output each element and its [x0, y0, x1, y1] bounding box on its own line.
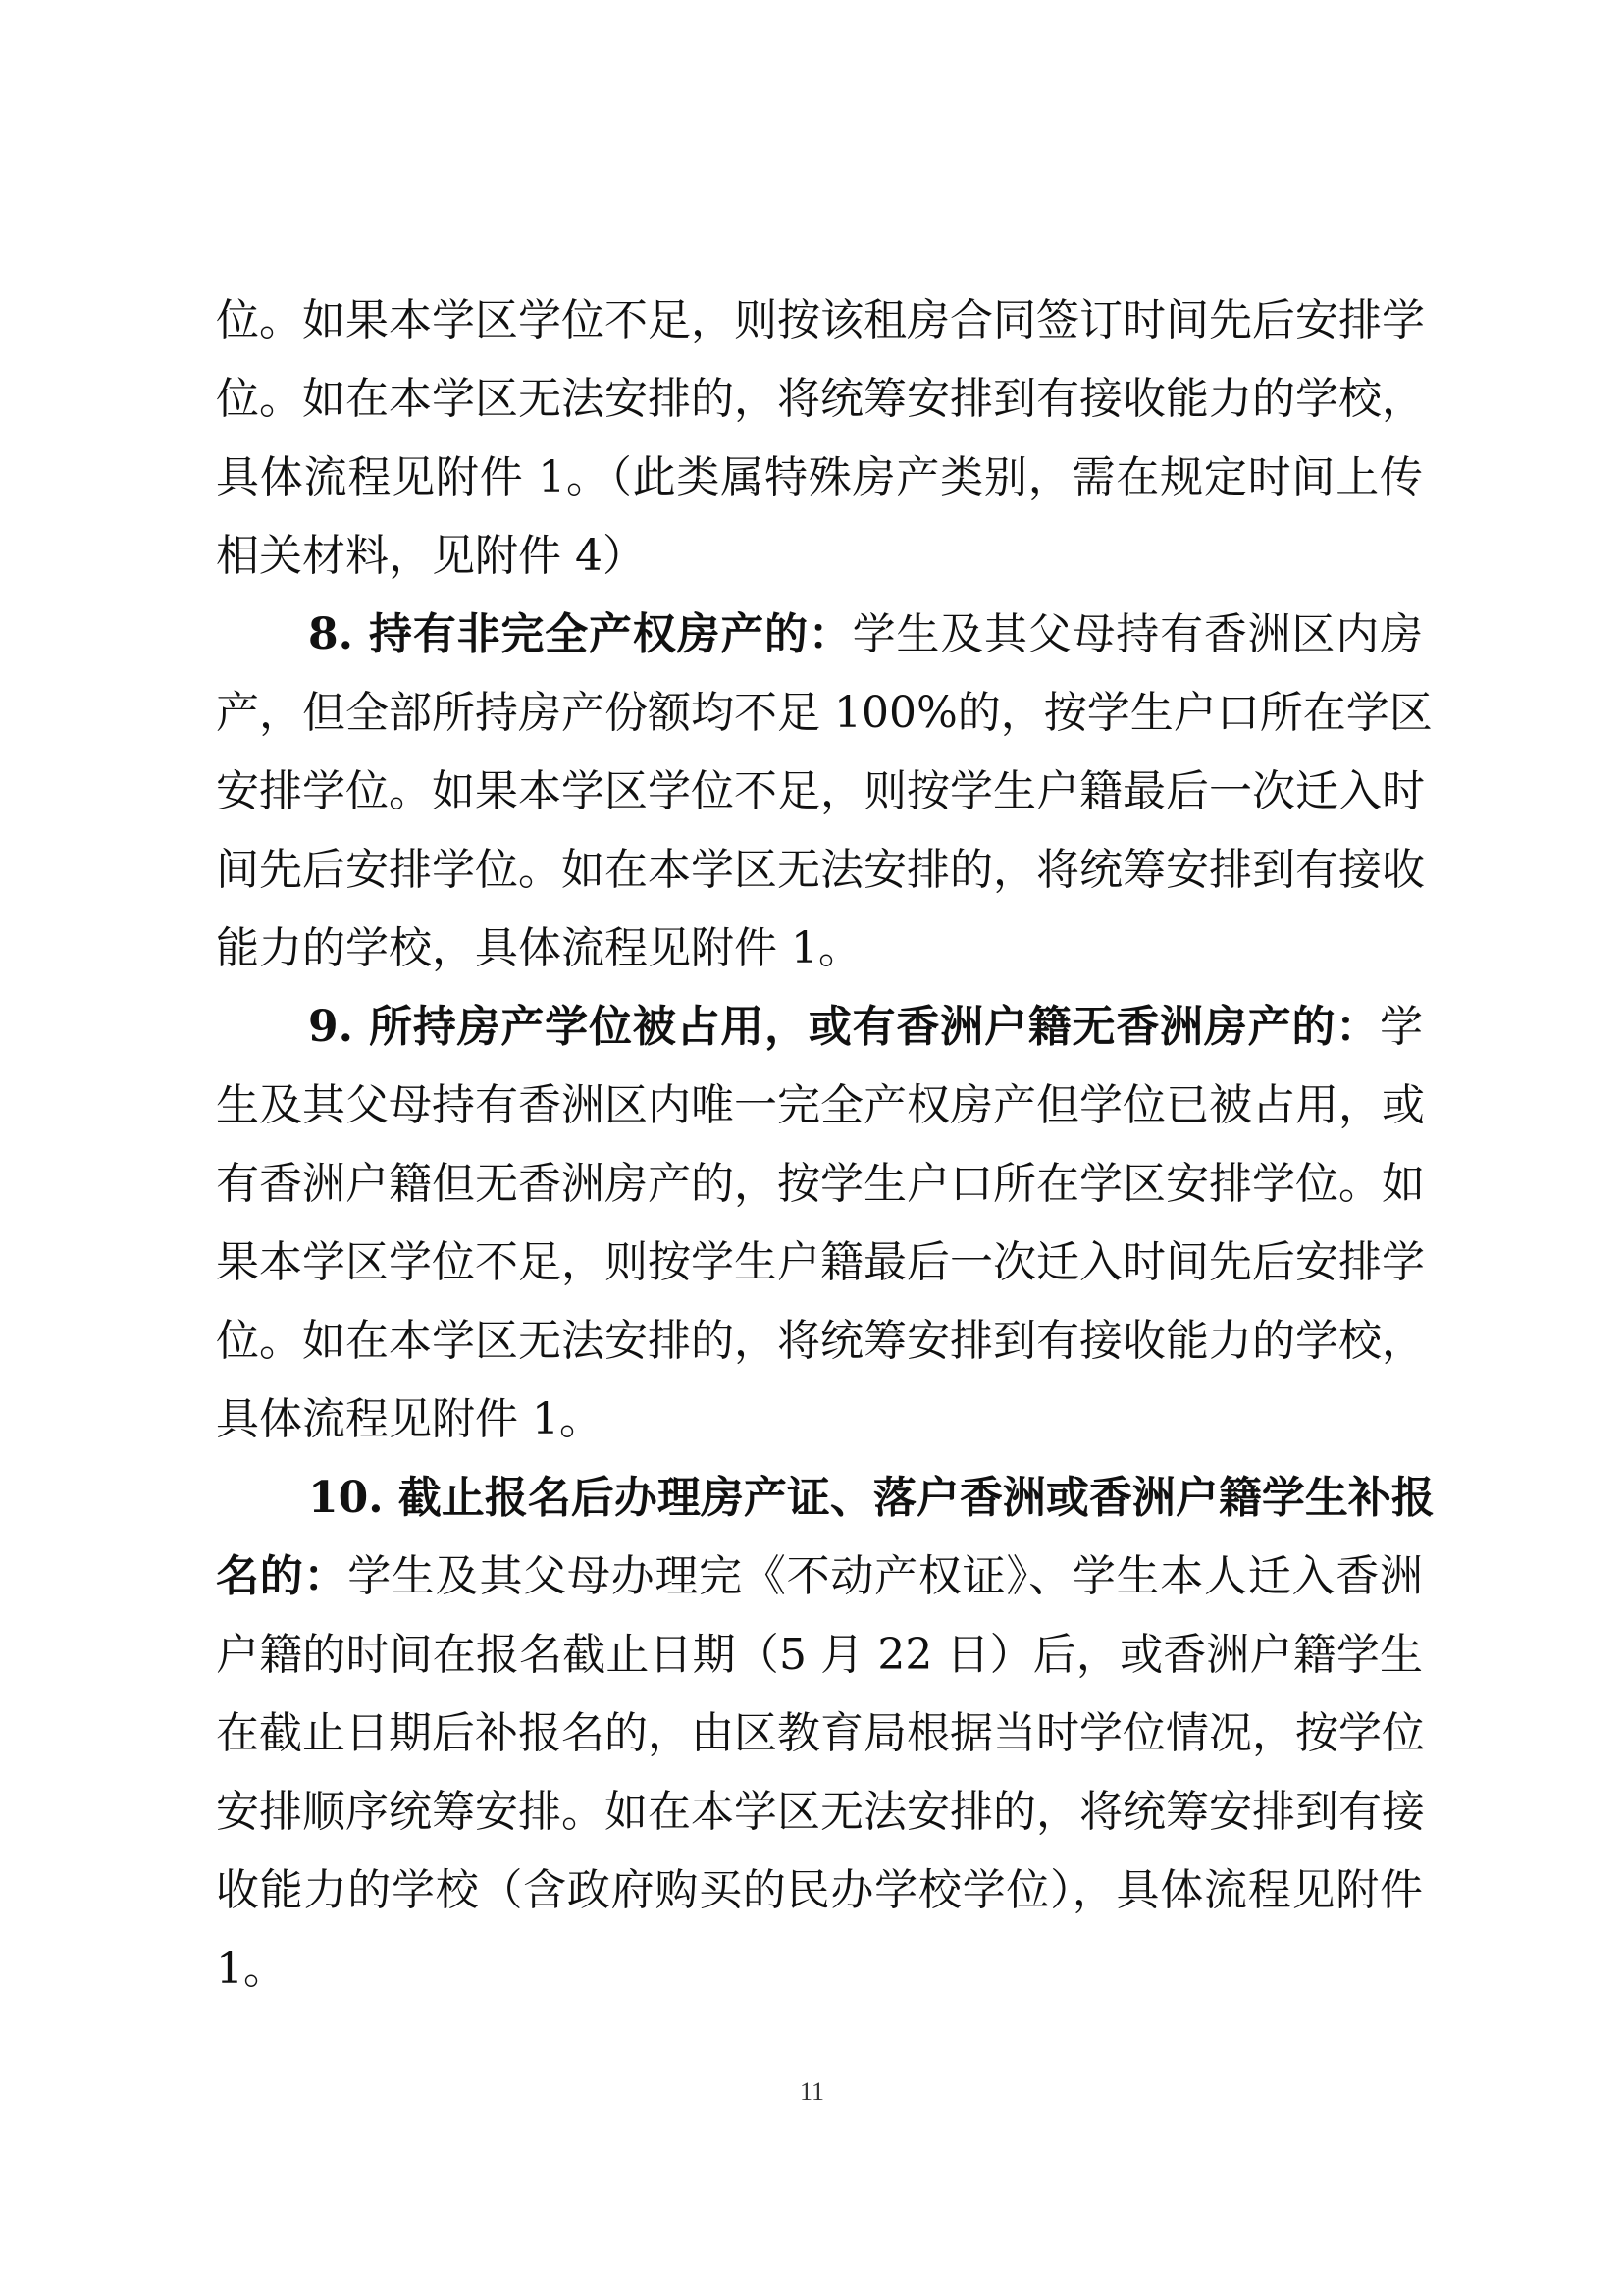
paragraph-7-line-4: 相关材料，见附件 4）	[216, 531, 646, 581]
item-10-heading-line-1: 10. 截止报名后办理房产证、落户香洲或香洲户籍学生补报	[308, 1473, 1435, 1523]
paragraph-8-line-1	[308, 596, 1423, 674]
paragraph-10-line-2-text: 学生及其父母办理完《不动产权证》、学生本人迁入香洲	[347, 1551, 1424, 1601]
paragraph-10-line-4: 在截止日期后补报名的，由区教育局根据当时学位情况，按学位	[216, 1708, 1425, 1758]
paragraph-9-line-5: 位。如在本学区无法安排的，将统筹安排到有接收能力的学校，	[216, 1316, 1425, 1366]
paragraph-7-line-2: 位。如在本学区无法安排的，将统筹安排到有接收能力的学校，	[216, 374, 1425, 424]
item-10-heading-line-2: 名的：	[216, 1551, 348, 1601]
item-8-heading: 8. 持有非完全产权房产的：	[308, 609, 853, 659]
paragraph-9-line-6: 具体流程见附件 1。	[216, 1394, 602, 1444]
paragraph-9-line-1	[308, 988, 1423, 1067]
paragraph-10-line-6: 收能力的学校（含政府购买的民办学校学位），具体流程见附件	[216, 1865, 1423, 1915]
paragraph-10-line-3: 户籍的时间在报名截止日期（5 月 22 日）后，或香洲户籍学生	[216, 1630, 1423, 1680]
paragraph-9-line-1-text: 学	[1380, 1002, 1423, 1052]
paragraph-8-line-4: 间先后安排学位。如在本学区无法安排的，将统筹安排到有接收	[216, 845, 1425, 895]
item-9-heading: 9. 所持房产学位被占用，或有香洲户籍无香洲房产的：	[308, 1002, 1380, 1052]
paragraph-8-line-2: 产，但全部所持房产份额均不足 100%的，按学生户口所在学区	[216, 688, 1433, 738]
paragraph-10-line-7: 1。	[216, 1944, 287, 1994]
paragraph-7-line-1: 位。如果本学区学位不足，则按该租房合同签订时间先后安排学	[216, 295, 1425, 345]
paragraph-8-line-1-text: 学生及其父母持有香洲区内房	[852, 609, 1423, 659]
paragraph-9-line-4: 果本学区学位不足，则按学生户籍最后一次迁入时间先后安排学	[216, 1237, 1425, 1287]
paragraph-9-line-3: 有香洲户籍但无香洲房产的，按学生户口所在学区安排学位。如	[216, 1159, 1425, 1209]
paragraph-10-line-5: 安排顺序统筹安排。如在本学区无法安排的，将统筹安排到有接	[216, 1787, 1425, 1837]
paragraph-8-line-3: 安排学位。如果本学区学位不足，则按学生户籍最后一次迁入时	[216, 766, 1425, 816]
paragraph-8-line-5: 能力的学校，具体流程见附件 1。	[216, 923, 862, 973]
page-number: 11	[799, 2077, 825, 2106]
paragraph-9-line-2: 生及其父母持有香洲区内唯一完全产权房产但学位已被占用，或	[216, 1080, 1425, 1130]
paragraph-10-line-2	[216, 1538, 1423, 1616]
paragraph-7-line-3: 具体流程见附件 1。（此类属特殊房产类别，需在规定时间上传	[216, 452, 1423, 502]
